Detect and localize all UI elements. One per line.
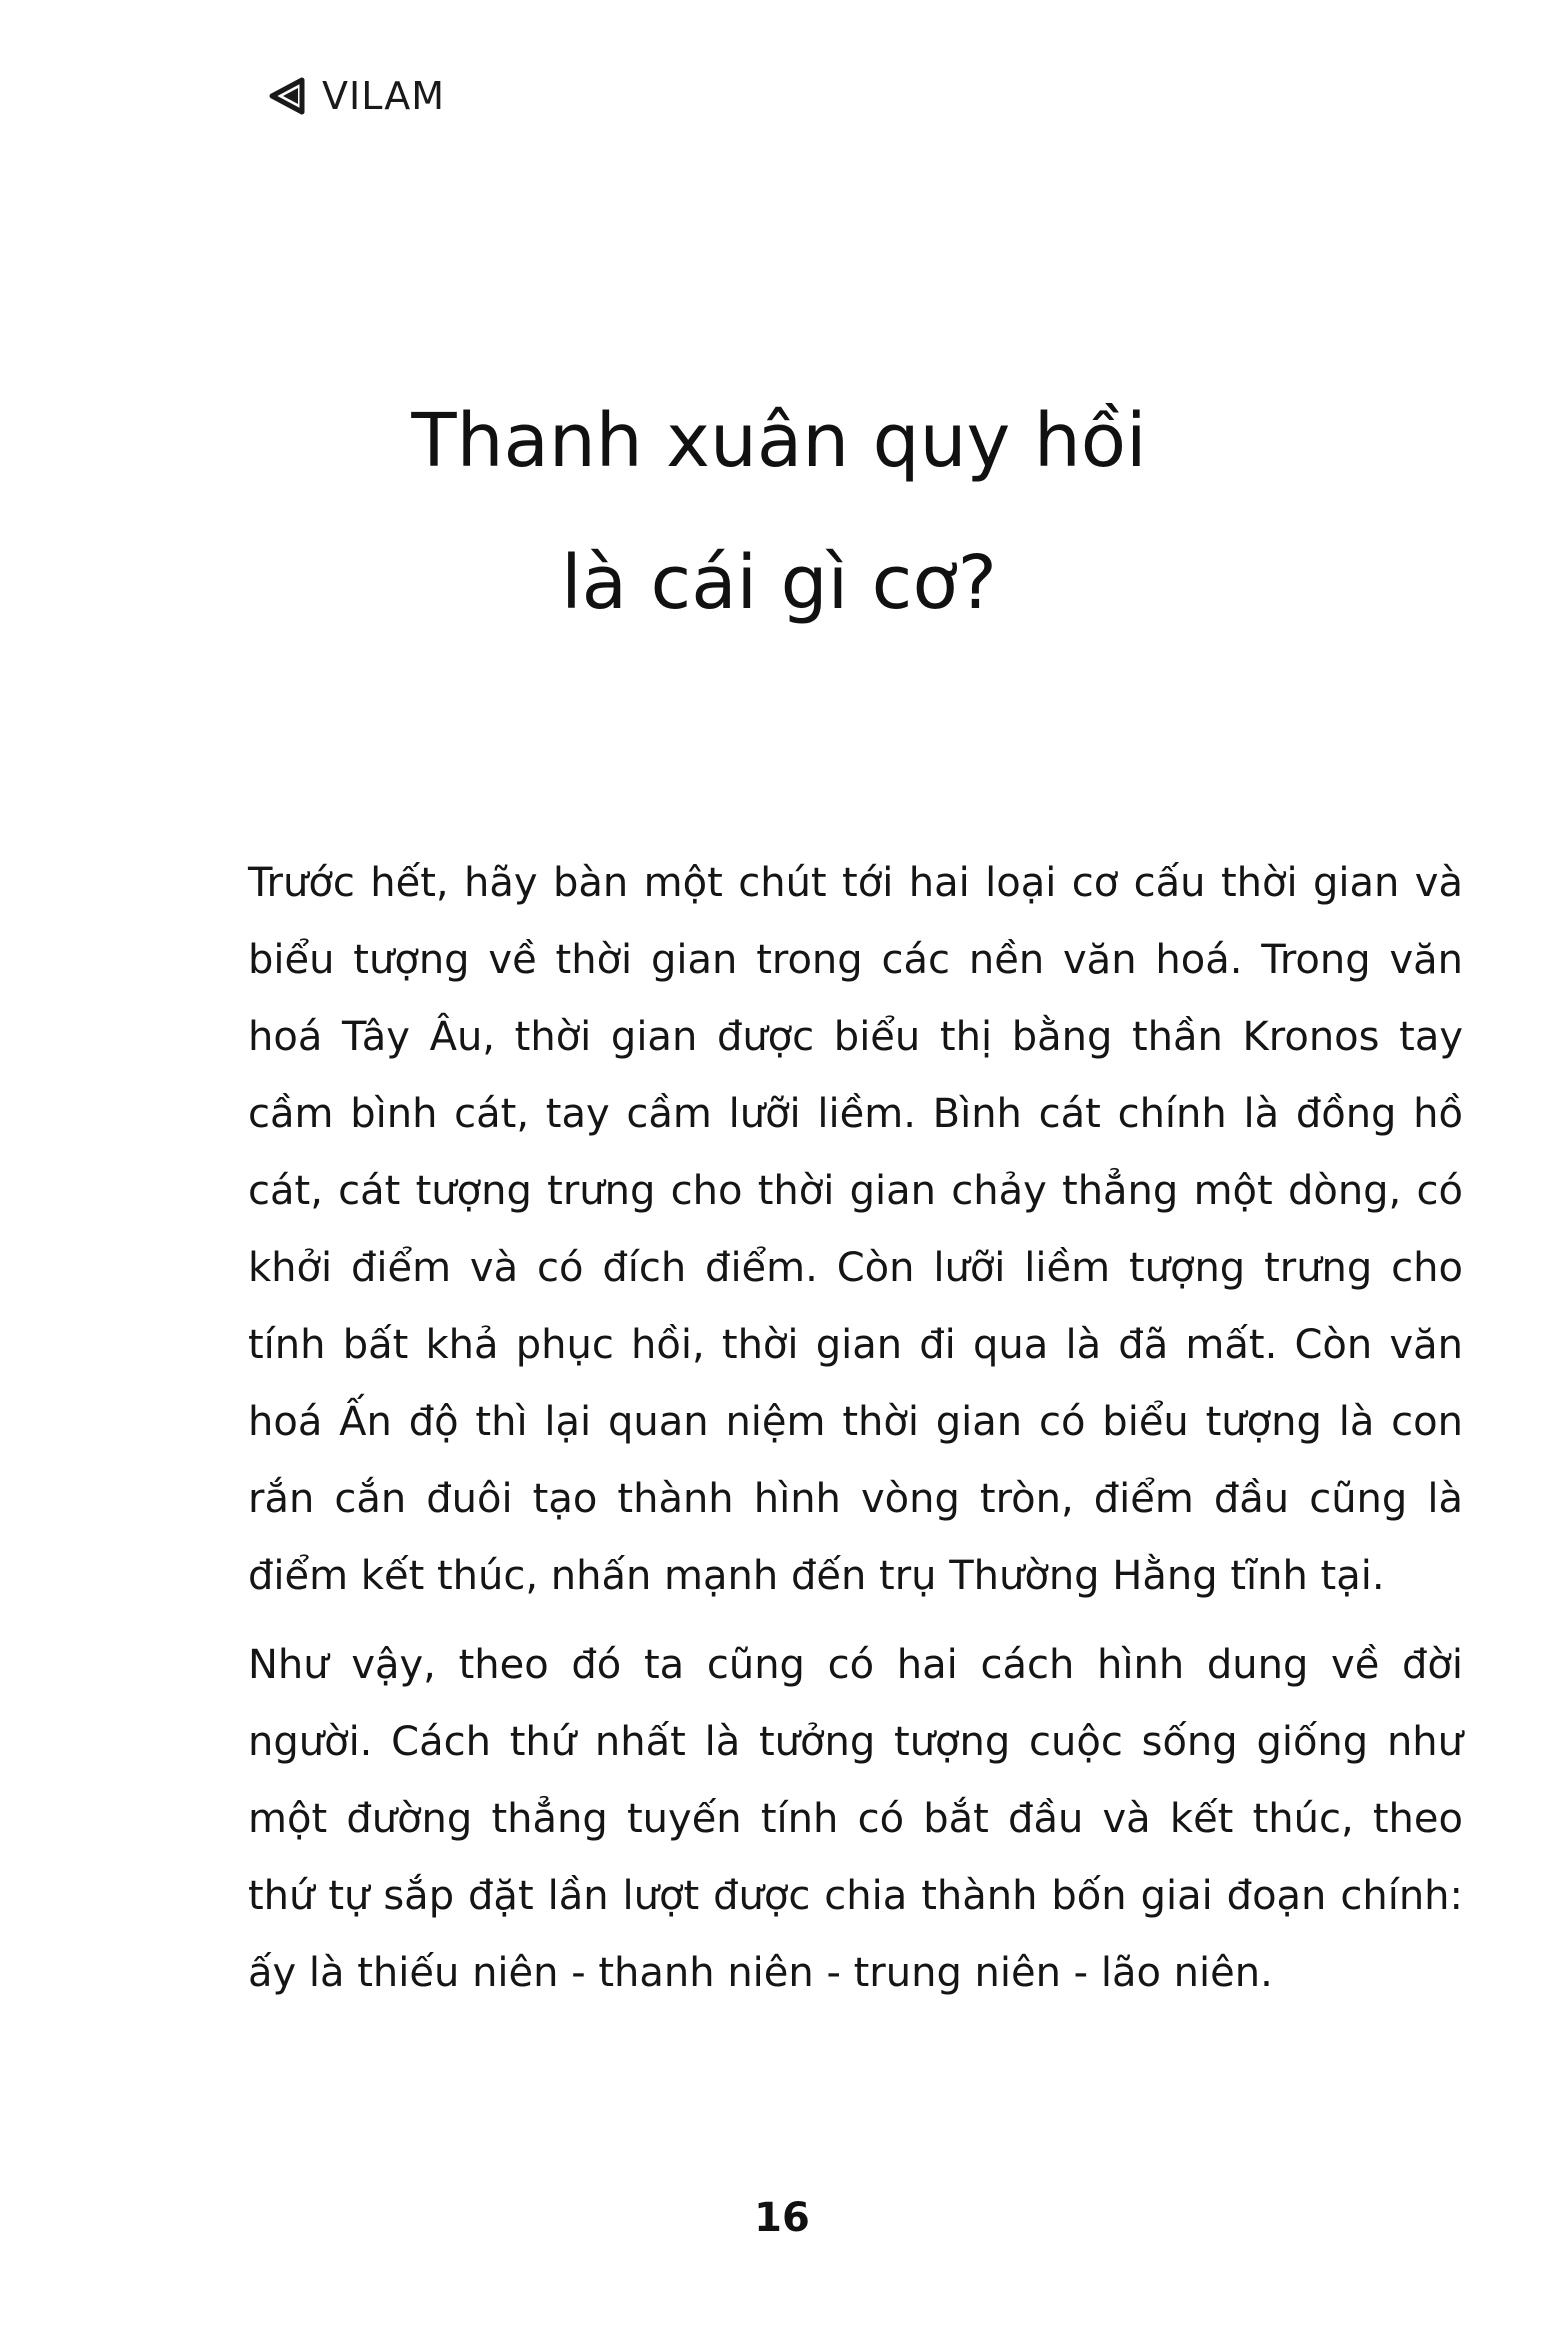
chapter-title [0, 370, 1564, 654]
chapter-title-line-2: là cái gì cơ? [561, 540, 997, 626]
page-header [268, 74, 445, 118]
paragraph-2: Như vậy, theo đó ta cũng có hai cách hình dung về đời người. Cách thứ nhất là tưởng tượng cuộc sống giống như một đường thẳng tuyến tính có bắt đầu và kết thúc, theo thứ tự sắp đặt lần lượt được chia thành bốn giai đoạn chính: ấy là thiếu niên - thanh niên - trung niên - lão niên. [248, 1642, 1463, 1996]
page-number: 16 [754, 2195, 810, 2241]
paragraph-1: Trước hết, hãy bàn một chút tới hai loại cơ cấu thời gian và biểu tượng về thời gian trong các nền văn hoá. Trong văn hoá Tây Âu, thời gian được biểu thị bằng thần Kronos tay cầm bình cát, tay cầm lưỡi liềm. Bình cát chính là đồng hồ cát, cát tượng trưng cho thời gian chảy thẳng một dòng, có khởi điểm và có đích điểm. Còn lưỡi liềm tượng trưng cho tính bất khả phục hồi, thời gian đi qua là đã mất. Còn văn hoá Ấn độ thì lại quan niệm thời gian có biểu tượng là con rắn cắn đuôi tạo thành hình vòng tròn, điểm đầu cũng là điểm kết thúc, nhấn mạnh đến trụ Thường Hằng tĩnh tại. [248, 860, 1463, 1599]
chapter-title-line-1: Thanh xuân quy hồi [411, 398, 1147, 484]
back-triangle-icon [268, 76, 308, 116]
body-text [248, 845, 1463, 2012]
brand-name: VILAM [322, 74, 446, 118]
